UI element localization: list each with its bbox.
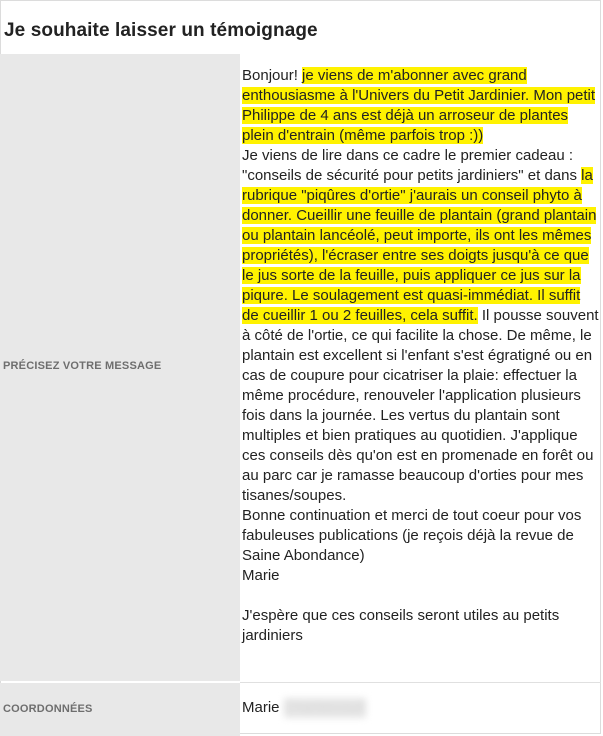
- message-body: [242, 66, 600, 646]
- contact-value: [242, 698, 366, 718]
- message-segment: Il pousse souvent à côté de l'ortie, ce qui facilite la chose. De même, le plantain est excellent si l'enfant s'est égratigné ou en cas de coupure pour cicatriser la plaie: effectuer la même procédure, renouveler l'application plusieurs fois dans la journée. Les vertus du plantain sont multiples et bien pratiques au quotidien. J'applique ces conseils dès qu'on est en promenade en forêt ou au parc car je ramasse beaucoup d'orties pour mes tisanes/soupes.: [242, 307, 599, 504]
- message-signature: Marie: [242, 567, 280, 584]
- contact-label-cell: [0, 683, 240, 736]
- contact-first-name: Marie: [242, 699, 280, 716]
- message-segment: Bonjour!: [242, 67, 303, 84]
- message-label: PRÉCISEZ VOTRE MESSAGE: [3, 360, 162, 372]
- message-paragraph-2: [242, 146, 600, 506]
- message-paragraph-3: Bonne continuation et merci de tout coeur pour vos fabuleuses publications (je reçois déjà la revue de Saine Abondance): [242, 507, 582, 564]
- message-paragraph-4: J'espère que ces conseils seront utiles au petits jardiniers: [242, 607, 560, 644]
- message-paragraph-1: [242, 66, 600, 146]
- page-title: Je souhaite laisser un témoignage: [4, 20, 318, 41]
- contact-label: COORDONNÉES: [3, 703, 93, 715]
- contact-last-name-redacted: Charbecourt: [283, 699, 367, 716]
- message-segment-highlighted: je viens de m'abonner avec grand enthousiasme à l'Univers du Petit Jardinier. Mon petit Philippe de 4 ans est déjà un arroseur de plantes plein d'entrain (même parfois trop :)): [242, 67, 596, 144]
- message-label-cell: [0, 54, 240, 681]
- message-segment: Je viens de lire dans ce cadre le premier cadeau : "conseils de sécurité pour petits jardiniers" et dans: [242, 147, 582, 184]
- row-divider: [240, 682, 601, 683]
- message-segment-highlighted: la rubrique "piqûres d'ortie" j'aurais un conseil phyto à donner. Cueillir une feuille de plantain (grand plantain ou plantain lancéolé, peut importe, ils ont les mêmes propriétés), l'écraser entre ses doigts jusqu'à ce que le jus sorte de la feuille, puis appliquer ce jus sur la piqure. Le soulagement est quasi-immédiat. Il suffit de cueillir 1 ou 2 feuilles, cela suffit.: [242, 167, 597, 324]
- paragraph-gap: [242, 586, 600, 606]
